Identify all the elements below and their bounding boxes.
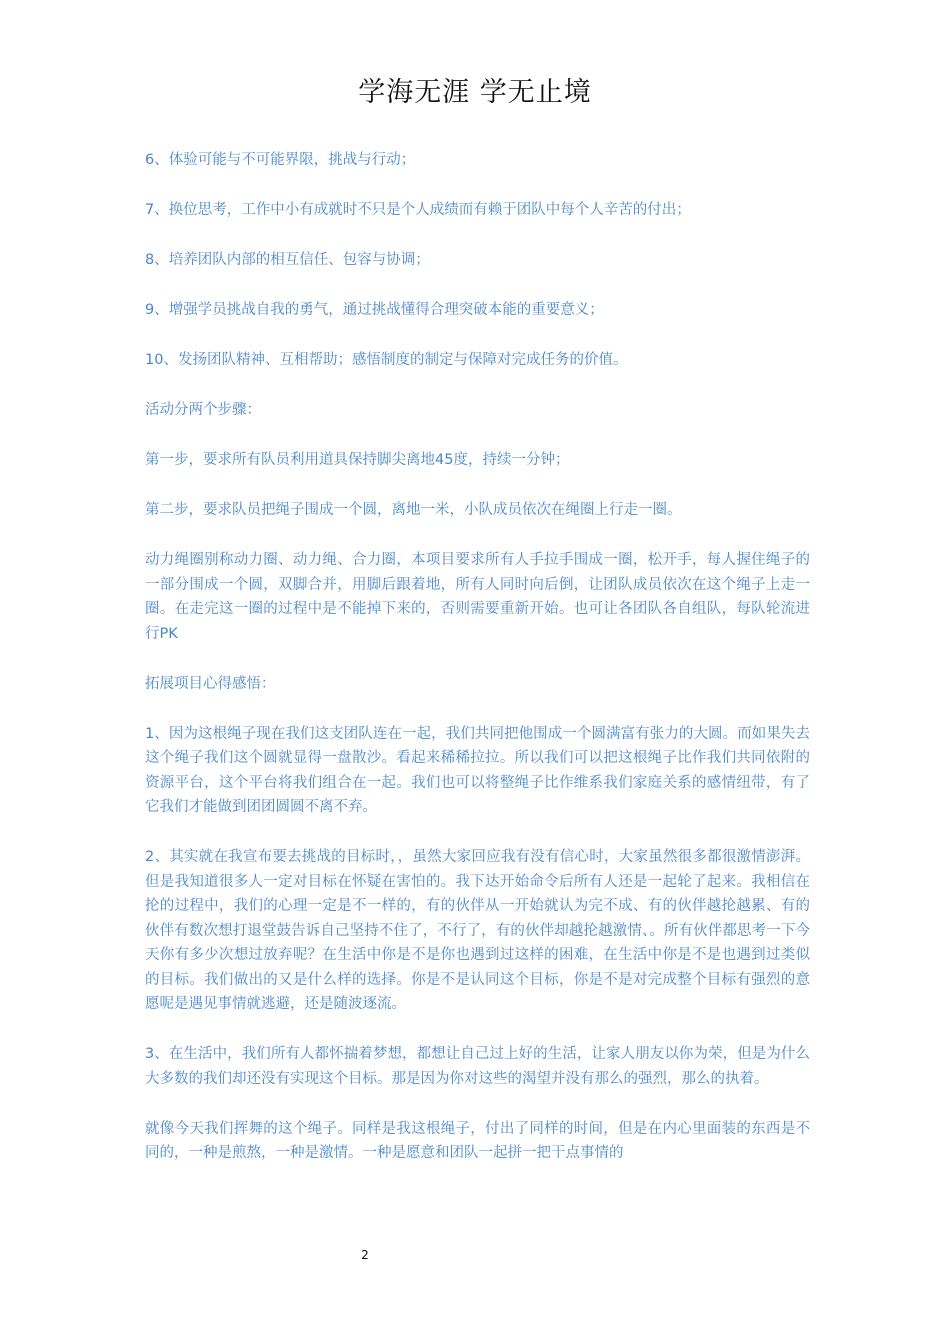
paragraph: 活动分两个步骤： (145, 402, 261, 418)
paragraph: 第一步，要求所有队员利用道具保持脚尖离地45度，持续一分钟； (145, 452, 570, 468)
paragraph: 7、换位思考，工作中小有成就时不只是个人成绩而有赖于团队中每个人辛苦的付出； (145, 202, 691, 218)
paragraph: 动力绳圈别称动力圈、动力绳、合力圈，本项目要求所有人手拉手围成一圈，松开手，每人握住绳子的一部分围成一个圆，双脚合并，用脚后跟着地，所有人同时向后倒，让团队成员依次在这个绳子上走一圈。在走完这一圈的过程中是不能掉下来的，否则需要重新开始。也可让各团队各自组队，每队轮流进行PK (145, 552, 810, 642)
paragraph: 拓展项目心得感悟： (145, 675, 276, 692)
page-number: 2 (361, 1248, 369, 1262)
paragraph: 6、体验可能与不可能界限，挑战与行动； (145, 152, 416, 168)
paragraph: 就像今天我们挥舞的这个绳子。同样是我这根绳子，付出了同样的时间，但是在内心里面装的东西是不同的，一种是煎熬，一种是激情。一种是愿意和团队一起拼一把干点事情的 (145, 1120, 810, 1161)
paragraph: 第二步，要求队员把绳子围成一个圆，离地一米，小队成员依次在绳圈上行走一圈。 (145, 502, 682, 518)
paragraph: 9、增强学员挑战自我的勇气，通过挑战懂得合理突破本能的重要意义； (145, 302, 604, 318)
paragraph: 3、在生活中，我们所有人都怀揣着梦想，都想让自己过上好的生活，让家人朋友以你为荣，但是为什么大多数的我们却还没有实现这个目标。那是因为你对这些的渴望并没有那么的强烈，那么的执着。 (145, 1046, 810, 1087)
paragraph: 10、发扬团队精神、互相帮助；感悟制度的制定与保障对完成任务的价值。 (145, 352, 628, 368)
page-title: 学海无涯 学无止境 (358, 77, 592, 108)
paragraph: 1、因为这根绳子现在我们这支团队连在一起，我们共同把他围成一个圆满富有张力的大圆。而如果失去这个绳子我们这个圆就显得一盘散沙。看起来稀稀拉拉。所以我们可以把这根绳子比作我们共同依附的资源平台，这个平台将我们组合在一起。我们也可以将整绳子比作维系我们家庭关系的感情纽带，有了它我们才能做到团团圆圆不离不弃。 (145, 725, 810, 815)
paragraph: 2、其实就在我宣布要去挑战的目标时，，虽然大家回应我有没有信心时，大家虽然很多都很激情澎湃。但是我知道很多人一定对目标在怀疑在害怕的。我下达开始命令后所有人还是一起轮了起来。我相信在抡的过程中，我们的心理一定是不一样的，有的伙伴从一开始就认为完不成、有的伙伴越抡越累、有的伙伴有数次想打退堂鼓告诉自己坚持不住了，不行了，有的伙伴却越抡越激情、。所有伙伴都思考一下今天你有多少次想过放弃呢？在生活中你是不是你也遇到过这样的困难，在生活中你是不是也遇到过类似的目标。我们做出的又是什么样的选择。你是不是认同这个目标，你是不是对完成整个目标有强烈的意愿呢是遇见事情就逃避，还是随波逐流。 (145, 849, 810, 1012)
document-body (145, 148, 810, 1191)
paragraph: 8、培养团队内部的相互信任、包容与协调； (145, 252, 430, 268)
